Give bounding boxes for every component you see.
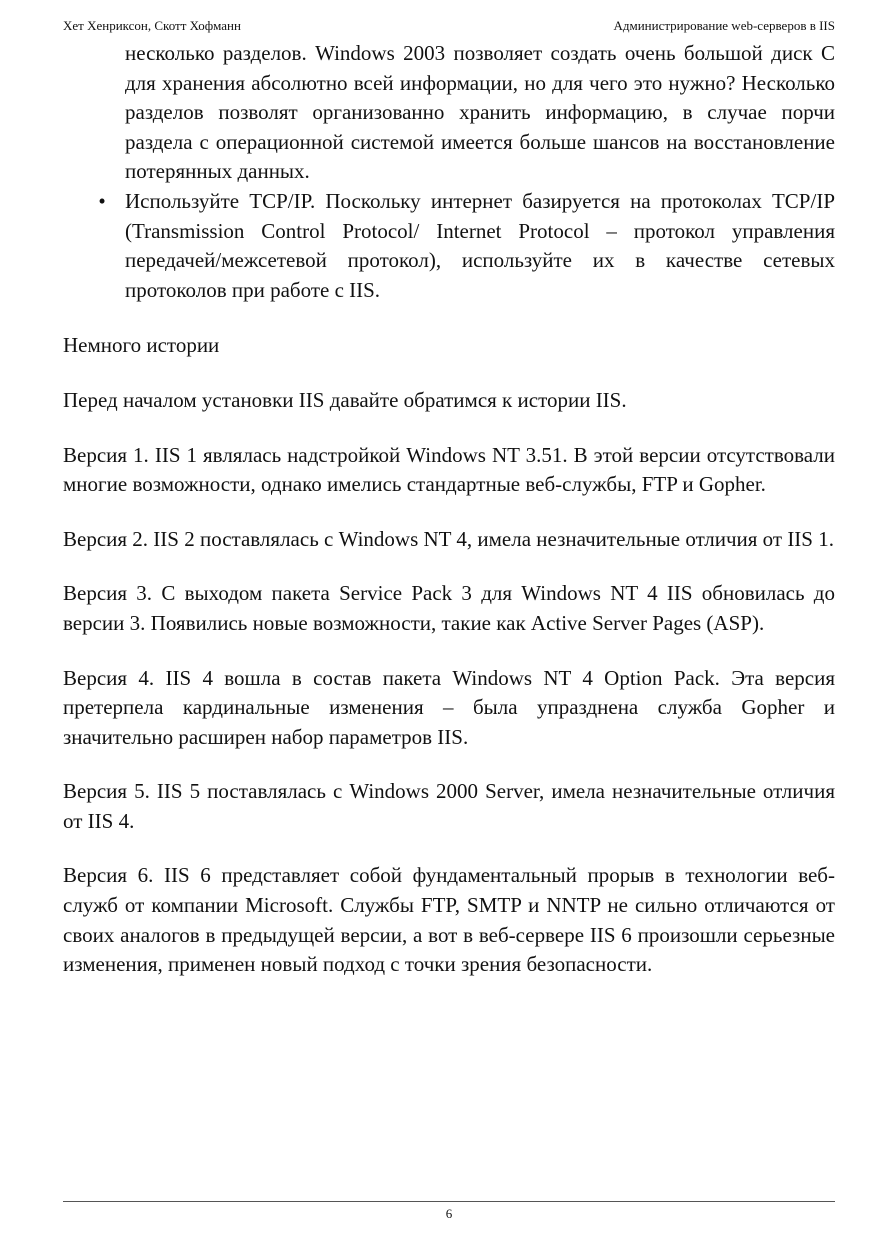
- version-6-paragraph: Версия 6. IIS 6 представляет собой фундаментальный прорыв в технологии веб-служб от компании Microsoft. Службы FTP, SMTP и NNTP не сильно отличаются от своих аналогов в предыдущей версии, а вот в веб-сервере IIS 6 произошли серьезные изменения, применен новый подход с точки зрения безопасности.: [63, 863, 835, 977]
- version-2-paragraph: Версия 2. IIS 2 поставлялась с Windows NT 4, имела незначительные отличия от IIS 1.: [63, 526, 834, 551]
- version-3-paragraph: Версия 3. С выходом пакета Service Pack 3 для Windows NT 4 IIS обновилась до версии 3. Появились новые возможности, такие как Active Server Pages (ASP).: [63, 581, 835, 635]
- running-header: [63, 16, 835, 36]
- footer-divider: [63, 1201, 835, 1202]
- page-body: [63, 39, 835, 980]
- header-authors: Хет Хенриксон, Скотт Хофманн: [63, 18, 241, 33]
- section-heading: Немного истории: [63, 333, 220, 358]
- bullet-icon: •: [98, 188, 106, 213]
- version-1-paragraph: Версия 1. IIS 1 являлась надстройкой Windows NT 3.51. В этой версии отсутствовали многие возможности, однако имелись стандартные веб-службы, FTP и Gopher.: [63, 442, 835, 497]
- list-item-text: несколько разделов. Windows 2003 позволяет создать очень большой диск C для хранения абсолютно всей информации, но для чего это нужно? Несколько разделов позволят организованно хранить информацию, в случае порчи раздела с операционной системой имеется больше шансов на восстановление потерянных данных.: [125, 41, 835, 184]
- bullet-list: [63, 39, 835, 305]
- list-item-text: Используйте TCP/IP. Поскольку интернет базируется на протоколах TCP/IP (Transmission Control Protocol/ Internet Protocol – протокол управления передачей/межсетевой протокол), используйте их в качестве сетевых протоколов при работе с IIS.: [125, 188, 835, 302]
- version-5-paragraph: Версия 5. IIS 5 поставлялась с Windows 2000 Server, имела незначительные отличия от IIS 4.: [63, 779, 835, 833]
- list-item-continued: [63, 39, 835, 187]
- header-book-title: Администрирование web-серверов в IIS: [613, 18, 835, 33]
- page-number: 6: [445, 1206, 453, 1221]
- version-4-paragraph: Версия 4. IIS 4 вошла в состав пакета Windows NT 4 Option Pack. Эта версия претерпела кардинальные изменения – была упразднена служба Gopher и значительно расширен набор параметров IIS.: [63, 665, 835, 749]
- intro-paragraph: Перед началом установки IIS давайте обратимся к истории IIS.: [63, 387, 627, 412]
- list-item-tcp-ip: [63, 187, 835, 305]
